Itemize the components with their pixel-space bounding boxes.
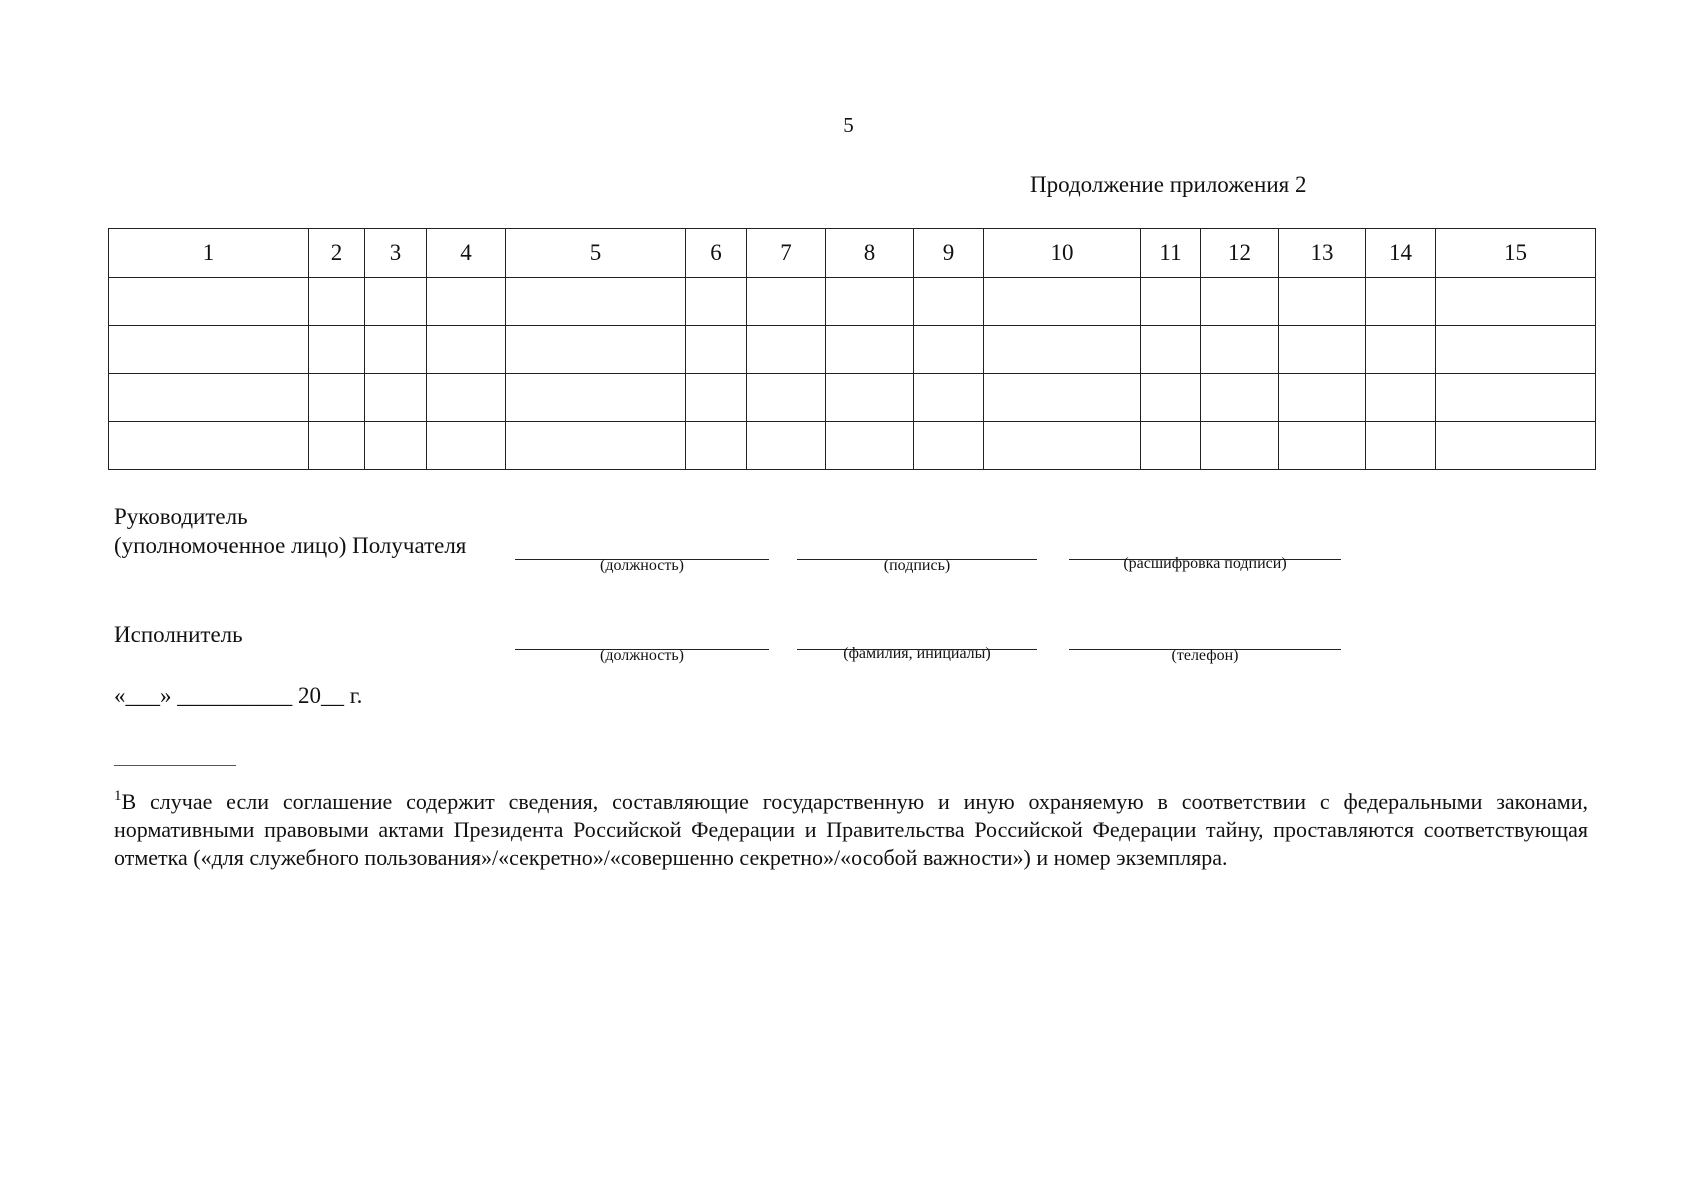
column-number-7: 7 bbox=[747, 229, 826, 278]
head-label-line2: (уполномоченное лицо) Получателя bbox=[114, 533, 467, 558]
table-cell[interactable] bbox=[1141, 278, 1201, 326]
table-row bbox=[109, 278, 1596, 326]
table-row bbox=[109, 422, 1596, 470]
table-cell[interactable] bbox=[109, 374, 309, 422]
executor-label: Исполнитель bbox=[114, 622, 243, 647]
table-row bbox=[109, 326, 1596, 374]
table-cell[interactable] bbox=[1279, 278, 1366, 326]
table-cell[interactable] bbox=[826, 422, 914, 470]
table-cell[interactable] bbox=[1201, 326, 1279, 374]
table-cell[interactable] bbox=[1366, 422, 1436, 470]
table-cell[interactable] bbox=[826, 374, 914, 422]
table-row bbox=[109, 374, 1596, 422]
column-number-8: 8 bbox=[826, 229, 914, 278]
table-cell[interactable] bbox=[1366, 326, 1436, 374]
table-cell[interactable] bbox=[506, 374, 686, 422]
executor-phone-caption: (телефон) bbox=[1171, 647, 1239, 664]
table-cell[interactable] bbox=[427, 278, 506, 326]
table-cell[interactable] bbox=[109, 326, 309, 374]
table-cell[interactable] bbox=[1436, 326, 1596, 374]
table-cell[interactable] bbox=[686, 422, 747, 470]
head-signature-decode-caption: (расшифровка подписи) bbox=[1123, 555, 1287, 572]
page-number: 5 bbox=[843, 113, 854, 137]
column-number-13: 13 bbox=[1279, 229, 1366, 278]
table-cell[interactable] bbox=[984, 374, 1141, 422]
table-cell[interactable] bbox=[984, 326, 1141, 374]
executor-name-caption: (фамилия, инициалы) bbox=[843, 645, 991, 662]
table-cell[interactable] bbox=[1201, 422, 1279, 470]
date-line: «___» __________ 20__ г. bbox=[114, 683, 363, 708]
footnote-marker: 1 bbox=[114, 788, 122, 804]
table-cell[interactable] bbox=[826, 278, 914, 326]
head-position-caption: (должность) bbox=[600, 557, 684, 574]
table-cell[interactable] bbox=[1366, 278, 1436, 326]
table-cell[interactable] bbox=[1279, 374, 1366, 422]
table-cell[interactable] bbox=[1201, 374, 1279, 422]
column-number-4: 4 bbox=[427, 229, 506, 278]
table-cell[interactable] bbox=[365, 278, 427, 326]
table-cell[interactable] bbox=[109, 422, 309, 470]
column-number-14: 14 bbox=[1366, 229, 1436, 278]
table-cell[interactable] bbox=[1279, 326, 1366, 374]
table-cell[interactable] bbox=[984, 422, 1141, 470]
column-number-10: 10 bbox=[984, 229, 1141, 278]
table-cell[interactable] bbox=[506, 326, 686, 374]
table-cell[interactable] bbox=[686, 326, 747, 374]
table-cell[interactable] bbox=[1141, 422, 1201, 470]
table-cell[interactable] bbox=[427, 374, 506, 422]
footnote-text: В случае если соглашение содержит сведения, составляющие государственную и иную охраняемую в соответствии с федеральными законами, нормативными правовыми актами Президента Российской Федерации и Правительства Российской Федерации тайну, проставляются соответствующая отметка («для служебного пользования»/«секретно»/«совершенно секретно»/«особой важности») и номер экземпляра. bbox=[114, 789, 1588, 870]
data-table bbox=[108, 228, 1596, 470]
column-number-3: 3 bbox=[365, 229, 427, 278]
table-cell[interactable] bbox=[365, 374, 427, 422]
footnote-separator bbox=[114, 765, 236, 766]
column-number-5: 5 bbox=[506, 229, 686, 278]
column-number-11: 11 bbox=[1141, 229, 1201, 278]
table-cell[interactable] bbox=[309, 326, 365, 374]
table-cell[interactable] bbox=[686, 278, 747, 326]
table-cell[interactable] bbox=[984, 278, 1141, 326]
table-cell[interactable] bbox=[1436, 278, 1596, 326]
table-cell[interactable] bbox=[365, 326, 427, 374]
head-label-line1: Руководитель bbox=[114, 504, 248, 529]
executor-position-caption: (должность) bbox=[600, 647, 684, 664]
table-cell[interactable] bbox=[506, 422, 686, 470]
table-cell[interactable] bbox=[914, 326, 984, 374]
table-header-row bbox=[109, 229, 1596, 278]
table-cell[interactable] bbox=[1366, 374, 1436, 422]
table-cell[interactable] bbox=[826, 326, 914, 374]
column-number-1: 1 bbox=[109, 229, 309, 278]
table-cell[interactable] bbox=[1436, 422, 1596, 470]
table-cell[interactable] bbox=[427, 326, 506, 374]
footnote bbox=[114, 788, 1588, 872]
table-cell[interactable] bbox=[914, 422, 984, 470]
appendix-continuation-label: Продолжение приложения 2 bbox=[1030, 172, 1307, 197]
table-cell[interactable] bbox=[686, 374, 747, 422]
column-number-9: 9 bbox=[914, 229, 984, 278]
column-number-6: 6 bbox=[686, 229, 747, 278]
table-cell[interactable] bbox=[747, 278, 826, 326]
table-cell[interactable] bbox=[1436, 374, 1596, 422]
table-cell[interactable] bbox=[427, 422, 506, 470]
column-number-2: 2 bbox=[309, 229, 365, 278]
table-cell[interactable] bbox=[309, 374, 365, 422]
table-cell[interactable] bbox=[914, 374, 984, 422]
table-cell[interactable] bbox=[1141, 326, 1201, 374]
column-number-15: 15 bbox=[1436, 229, 1596, 278]
table-cell[interactable] bbox=[309, 422, 365, 470]
table-cell[interactable] bbox=[747, 326, 826, 374]
table-cell[interactable] bbox=[109, 278, 309, 326]
table-cell[interactable] bbox=[1201, 278, 1279, 326]
table-cell[interactable] bbox=[1141, 374, 1201, 422]
table-cell[interactable] bbox=[747, 422, 826, 470]
table-cell[interactable] bbox=[914, 278, 984, 326]
table-cell[interactable] bbox=[747, 374, 826, 422]
column-number-12: 12 bbox=[1201, 229, 1279, 278]
table-cell[interactable] bbox=[1279, 422, 1366, 470]
table-cell[interactable] bbox=[309, 278, 365, 326]
table-cell[interactable] bbox=[506, 278, 686, 326]
head-signature-caption: (подпись) bbox=[883, 557, 951, 574]
table-cell[interactable] bbox=[365, 422, 427, 470]
